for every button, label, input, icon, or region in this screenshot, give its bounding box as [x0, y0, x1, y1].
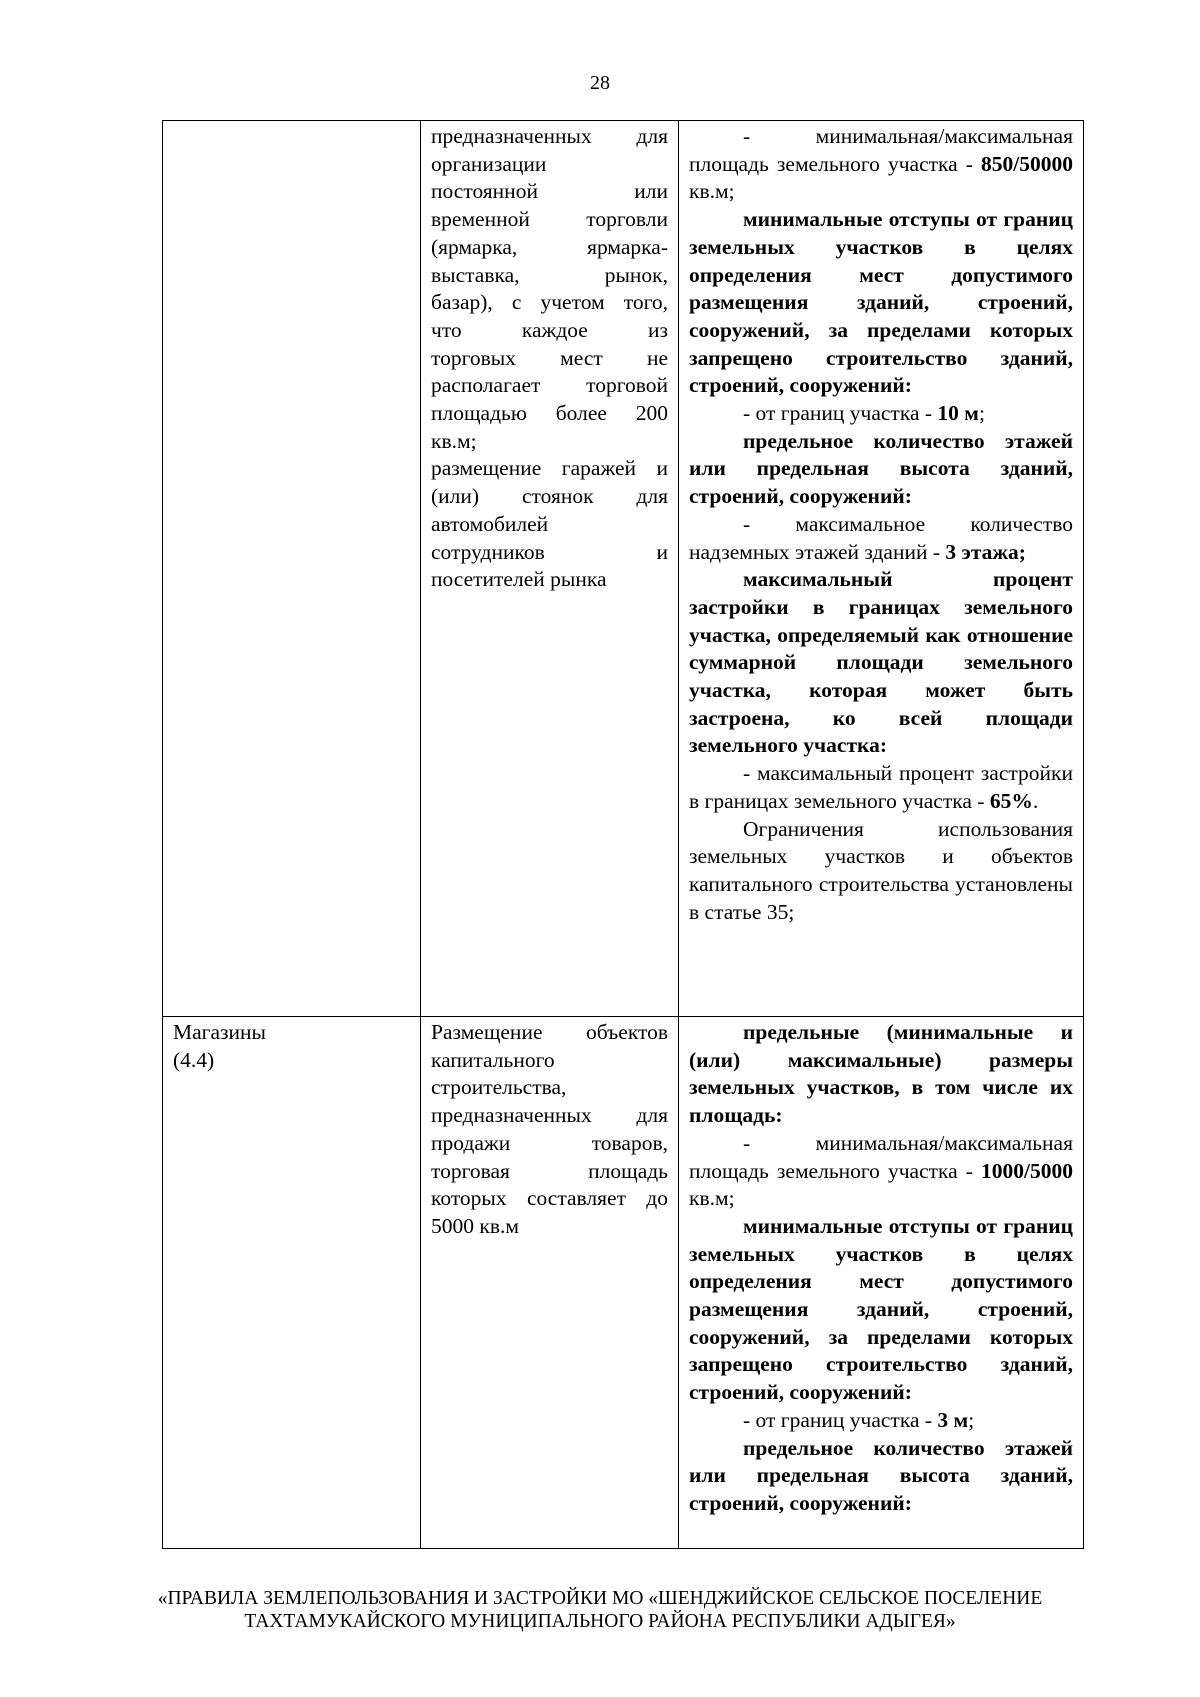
description-line: базар), с учетом того,	[431, 290, 668, 315]
description-line: организации	[431, 151, 547, 176]
land-use-type-cell	[163, 121, 421, 1017]
description-line: продажи товаров,	[431, 1130, 668, 1155]
floors-paragraph: - максимальное количество надземных этажей зданий - 3 этажа;	[689, 511, 1073, 564]
description-line: посетителей рынка	[431, 567, 607, 592]
description-line: предназначенных для	[431, 1103, 668, 1128]
coverage-heading: максимальный процент застройки в границах земельного участка, определяемый как отношение суммарной площади земельного участка, которая может быть застроена, ко всей площади земельного участка:	[689, 567, 1073, 758]
restrictions-paragraph: Ограничения использования земельных участков и объектов капитального строительства установлены в статье 35;	[689, 816, 1073, 924]
area-paragraph: - минимальная/максимальная площадь земельного участка - 850/50000 кв.м;	[689, 124, 1073, 204]
description-cell	[421, 121, 679, 1017]
setback-paragraph: - от границ участка - 3 м;	[743, 1407, 975, 1432]
description-cell	[421, 1017, 679, 1549]
floors-heading: предельное количество этажей или предельная высота зданий, строений, сооружений:	[689, 1435, 1073, 1515]
description-line: (ярмарка, ярмарка-	[431, 234, 668, 259]
land-use-name: Магазины	[173, 1020, 266, 1044]
parameters-cell	[679, 1017, 1084, 1549]
description-line: что каждое из	[431, 317, 668, 342]
description-line: выставка, рынок,	[431, 262, 668, 287]
description-line: временной торговли	[431, 207, 668, 232]
setbacks-heading: минимальные отступы от границ земельных участков в целях определения мест допустимого размещения зданий, строений, сооружений, за пределами которых запрещено строительство зданий, строений, сооружений:	[689, 1213, 1073, 1405]
footer-line: «ПРАВИЛА ЗЕМЛЕПОЛЬЗОВАНИЯ И ЗАСТРОЙКИ МО «ШЕНДЖИЙСКОЕ СЕЛЬСКОЕ ПОСЕЛЕНИЕ	[157, 1588, 1043, 1609]
description-line: торговая площадь	[431, 1158, 668, 1183]
description-line: кв.м;	[431, 428, 477, 453]
description-line: постоянной или	[431, 179, 668, 204]
description-line: которых составляет до	[431, 1186, 668, 1211]
description-line: предназначенных для	[431, 124, 668, 148]
description-line: Размещение объектов	[431, 1020, 668, 1044]
description-line: капитального	[431, 1047, 555, 1072]
description-line: располагает торговой	[431, 373, 668, 398]
description-line: размещение гаражей и	[431, 456, 668, 481]
area-paragraph: - минимальная/максимальная площадь земельного участка - 1000/5000 кв.м;	[689, 1130, 1073, 1211]
description-line: строительства,	[431, 1075, 567, 1100]
page-number: 28	[590, 72, 610, 94]
table-row	[163, 1017, 1084, 1549]
document-footer	[0, 1587, 1200, 1633]
footer-line: ТАХТАМУКАЙСКОГО МУНИЦИПАЛЬНОГО РАЙОНА РЕСПУБЛИКИ АДЫГЕЯ»	[244, 1611, 956, 1632]
description-line: сотрудников и	[431, 539, 668, 564]
size-heading: предельные (минимальные и (или) максимальные) размеры земельных участков, в том числе их площадь:	[689, 1020, 1073, 1128]
table-row	[163, 121, 1084, 1017]
land-use-type-cell	[163, 1017, 421, 1549]
regulations-table	[162, 120, 1084, 1549]
land-use-code: (4.4)	[173, 1047, 215, 1072]
description-line: (или) стоянок для	[431, 484, 668, 509]
setbacks-heading: минимальные отступы от границ земельных участков в целях определения мест допустимого размещения зданий, строений, сооружений, за пределами которых запрещено строительство зданий, строений, сооружений:	[689, 207, 1073, 398]
parameters-cell	[679, 121, 1084, 1017]
description-line: 5000 кв.м	[431, 1213, 519, 1238]
floors-heading: предельное количество этажей или предельная высота зданий, строений, сооружений:	[689, 428, 1073, 509]
setback-paragraph: - от границ участка - 10 м;	[743, 401, 985, 426]
description-line: автомобилей	[431, 511, 549, 536]
description-line: площадью более 200	[431, 401, 668, 426]
description-line: торговых мест не	[431, 345, 668, 370]
coverage-paragraph: - максимальный процент застройки в границах земельного участка - 65%.	[689, 761, 1073, 813]
